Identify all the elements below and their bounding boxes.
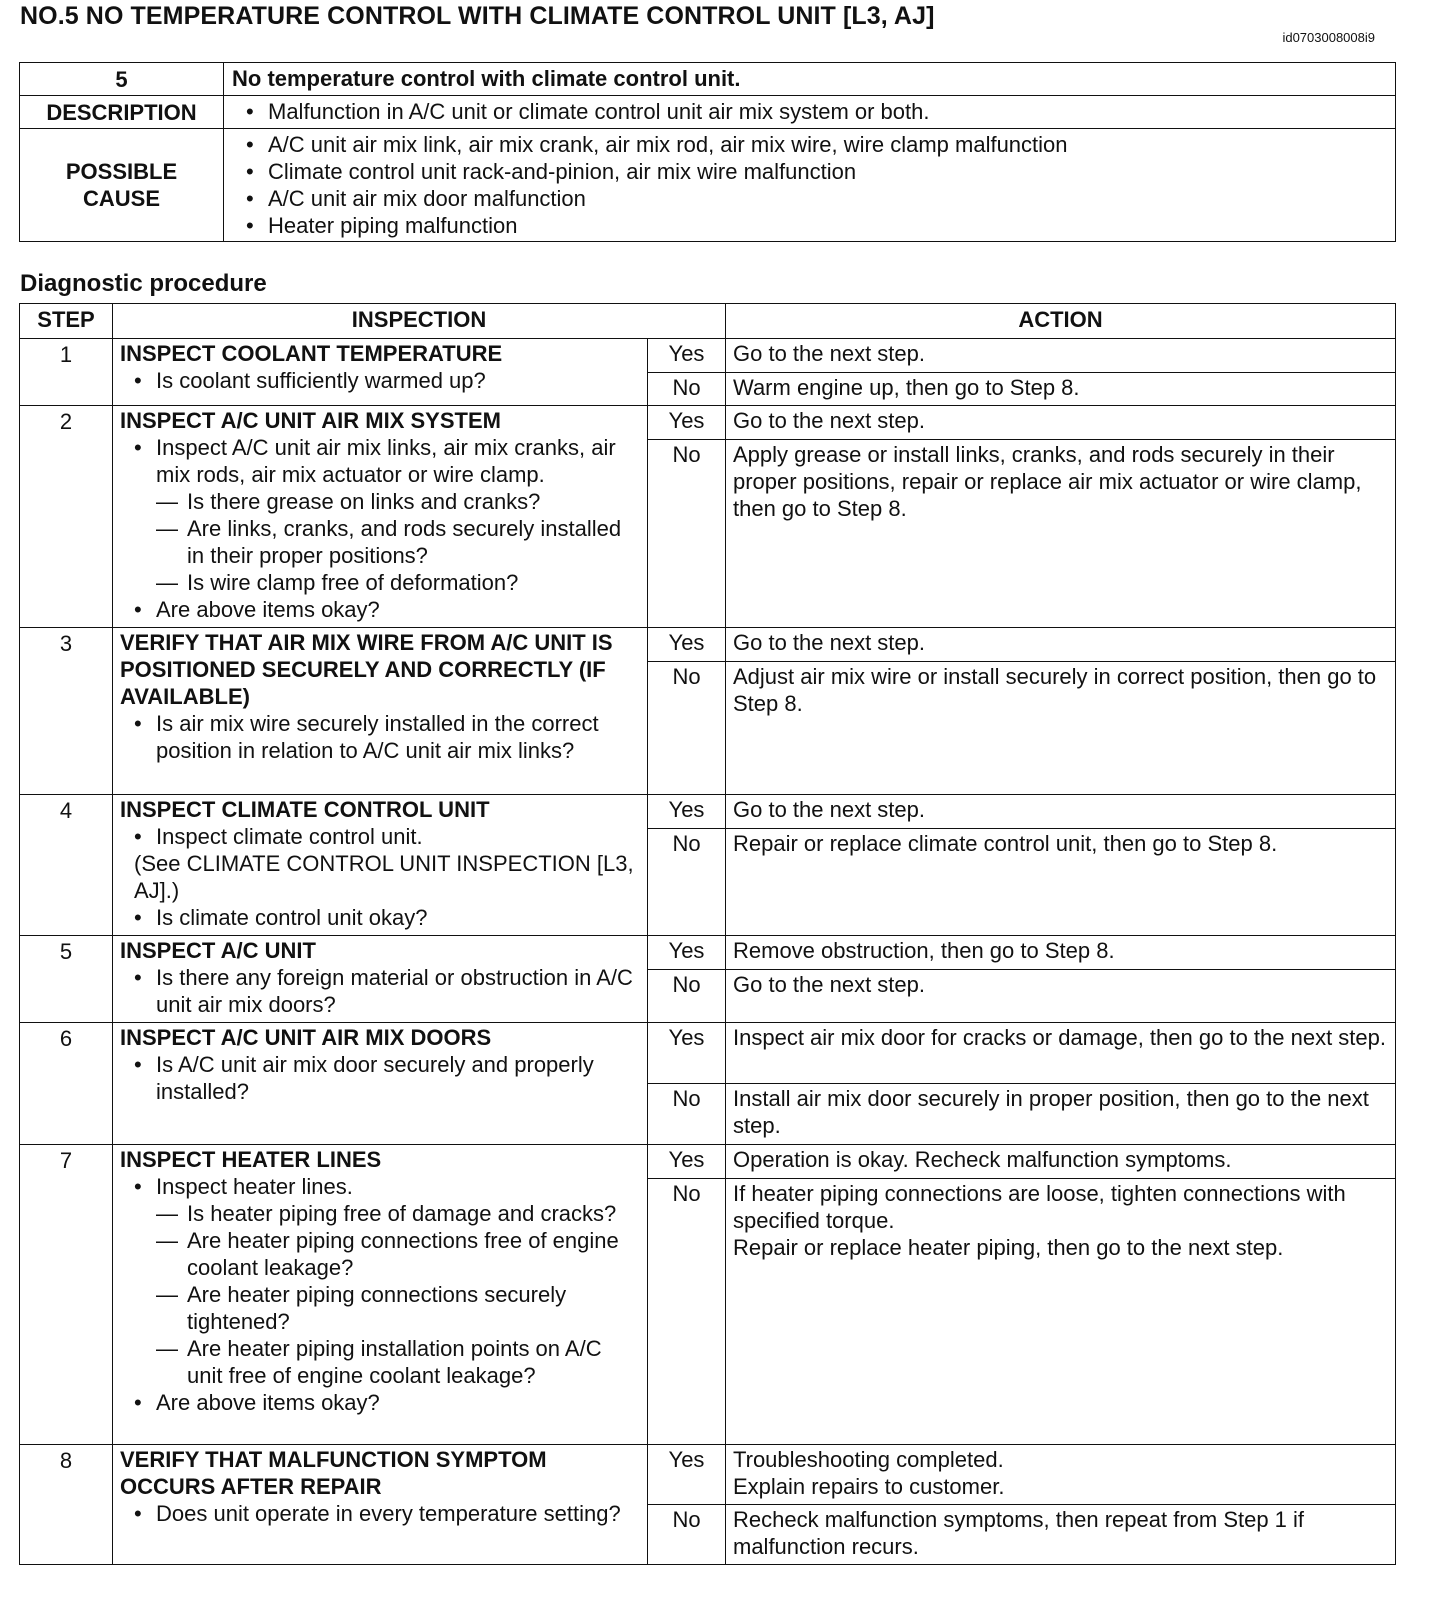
no-action: Go to the next step. [726,970,1396,1023]
no-action: Install air mix door securely in proper position, then go to the next step. [726,1084,1396,1145]
yes-action: Go to the next step. [726,339,1396,373]
step-number: 5 [20,936,113,1023]
cause-item: • A/C unit air mix link, air mix crank, air mix rod, air mix wire, wire clamp malfunction [232,131,1387,158]
yes-action: Go to the next step. [726,628,1396,662]
no-action-line: If heater piping connections are loose, tighten connections with specified torque. [733,1181,1346,1233]
step-row-8-yes [20,1445,1396,1505]
possible-cause-list [224,129,1396,242]
no-label: No [648,1505,726,1565]
inspection-cell [113,406,648,628]
diagnostic-procedure-table [19,303,1396,1565]
sub-question: — Is heater piping free of damage and cracks? [156,1200,640,1227]
step-row-4-yes [20,795,1396,829]
step-number: 4 [20,795,113,936]
inspection-cell [113,1023,648,1145]
possible-cause-label-line2: CAUSE [82,186,160,211]
sub-question-list [156,488,640,596]
reference-note: (See CLIMATE CONTROL UNIT INSPECTION [L3, AJ].) [134,851,634,903]
step-number: 3 [20,628,113,795]
inspection-title: INSPECT A/C UNIT AIR MIX SYSTEM [120,408,501,433]
sub-question: — Are heater piping connections free of engine coolant leakage? [156,1227,640,1281]
yes-label: Yes [648,936,726,970]
cause-item: • Climate control unit rack-and-pinion, air mix wire malfunction [232,158,1387,185]
inspection-question: • Inspect climate control unit. [120,823,640,850]
yes-action: Inspect air mix door for cracks or damage, then go to the next step. [726,1023,1396,1084]
yes-action: Remove obstruction, then go to Step 8. [726,936,1396,970]
description-cell [224,96,1396,129]
inspection-cell [113,795,648,936]
column-header-action: ACTION [726,304,1396,339]
sub-question: — Are heater piping installation points on A/C unit free of engine coolant leakage? [156,1335,640,1389]
inspection-title: INSPECT CLIMATE CONTROL UNIT [120,797,490,822]
inspection-question: • Are above items okay? [120,1389,640,1416]
step-row-1-yes [20,339,1396,373]
summary-number: 5 [20,63,224,96]
document-id: id0703008008i9 [1282,30,1375,45]
inspection-question: • Is there any foreign material or obstruction in A/C unit air mix doors? [120,964,640,1018]
inspection-cell [113,628,648,795]
possible-cause-label [20,129,224,242]
possible-cause-row [20,129,1396,242]
cause-item: • Heater piping malfunction [232,212,1387,239]
page-title: NO.5 NO TEMPERATURE CONTROL WITH CLIMATE CONTROL UNIT [L3, AJ] [20,2,935,30]
step-number: 6 [20,1023,113,1145]
step-number: 8 [20,1445,113,1565]
no-label: No [648,440,726,628]
step-row-3-yes [20,628,1396,662]
description-label: DESCRIPTION [20,96,224,129]
step-number: 7 [20,1145,113,1445]
yes-action [726,1445,1396,1505]
no-action-line: Repair or replace heater piping, then go to the next step. [733,1235,1284,1260]
no-action: Warm engine up, then go to Step 8. [726,373,1396,406]
column-header-step: STEP [20,304,113,339]
inspection-question [120,1173,640,1389]
cause-item: • A/C unit air mix door malfunction [232,185,1387,212]
yes-label: Yes [648,1445,726,1505]
sub-question: — Are links, cranks, and rods securely installed in their proper positions? [156,515,640,569]
yes-action-line: Troubleshooting completed. [733,1447,1004,1472]
inspection-title: VERIFY THAT MALFUNCTION SYMPTOM OCCURS AFTER REPAIR [120,1447,547,1499]
sub-question: — Is wire clamp free of deformation? [156,569,640,596]
yes-action-line: Explain repairs to customer. [733,1474,1005,1499]
sub-question: — Is there grease on links and cranks? [156,488,640,515]
inspection-cell [113,1445,648,1565]
step-number: 1 [20,339,113,406]
no-action: Adjust air mix wire or install securely in correct position, then go to Step 8. [726,662,1396,795]
no-label: No [648,662,726,795]
yes-action: Go to the next step. [726,795,1396,829]
inspection-cell [113,339,648,406]
summary-heading: No temperature control with climate control unit. [224,63,1396,96]
step-row-5-yes [20,936,1396,970]
inspection-cell [113,1145,648,1445]
no-label: No [648,373,726,406]
no-action: Recheck malfunction symptoms, then repeat from Step 1 if malfunction recurs. [726,1505,1396,1565]
step-row-6-yes [20,1023,1396,1084]
column-header-inspection: INSPECTION [113,304,726,339]
yes-action: Operation is okay. Recheck malfunction symptoms. [726,1145,1396,1179]
procedure-header-row [20,304,1396,339]
step-number: 2 [20,406,113,628]
description-row [20,96,1396,129]
no-action: Repair or replace climate control unit, then go to Step 8. [726,829,1396,936]
inspection-question: • Is air mix wire securely installed in the correct position in relation to A/C unit air mix links? [120,710,640,764]
inspection-title: INSPECT A/C UNIT AIR MIX DOORS [120,1025,492,1050]
possible-cause-label-line1: POSSIBLE [65,159,178,184]
no-action [726,1179,1396,1445]
yes-label: Yes [648,339,726,373]
inspection-question: • Are above items okay? [120,596,640,623]
no-label: No [648,1084,726,1145]
no-label: No [648,970,726,1023]
inspection-question: • Is coolant sufficiently warmed up? [120,367,640,394]
no-label: No [648,829,726,936]
inspection-title: INSPECT COOLANT TEMPERATURE [120,341,503,366]
inspection-question: • Is A/C unit air mix door securely and properly installed? [120,1051,640,1105]
inspection-question-text: Inspect A/C unit air mix links, air mix cranks, air mix rods, air mix actuator or wire clamp. [156,435,616,487]
inspection-title: INSPECT A/C UNIT [120,938,316,963]
inspection-cell [113,936,648,1023]
step-row-7-yes [20,1145,1396,1179]
step-row-2-yes [20,406,1396,440]
sub-question: — Are heater piping connections securely tightened? [156,1281,640,1335]
no-label: No [648,1179,726,1445]
no-action: Apply grease or install links, cranks, and rods securely in their proper positions, repair or replace air mix actuator or wire clamp, then go to Step 8. [726,440,1396,628]
sub-question-list [156,1200,640,1389]
inspection-question: • Does unit operate in every temperature setting? [120,1500,640,1527]
summary-header-row [20,63,1396,96]
yes-label: Yes [648,406,726,440]
yes-label: Yes [648,1023,726,1084]
yes-label: Yes [648,795,726,829]
inspection-title: INSPECT HEATER LINES [120,1147,382,1172]
yes-label: Yes [648,1145,726,1179]
inspection-question [120,434,640,596]
summary-table [19,62,1396,242]
yes-action: Go to the next step. [726,406,1396,440]
description-text: • Malfunction in A/C unit or climate control unit air mix system or both. [232,98,1387,125]
inspection-title: VERIFY THAT AIR MIX WIRE FROM A/C UNIT IS POSITIONED SECURELY AND CORRECTLY (IF AVAILABLE) [120,630,613,709]
inspection-question-text: Inspect heater lines. [156,1174,353,1199]
inspection-question: • Is climate control unit okay? [120,904,640,931]
section-heading: Diagnostic procedure [20,270,267,297]
yes-label: Yes [648,628,726,662]
